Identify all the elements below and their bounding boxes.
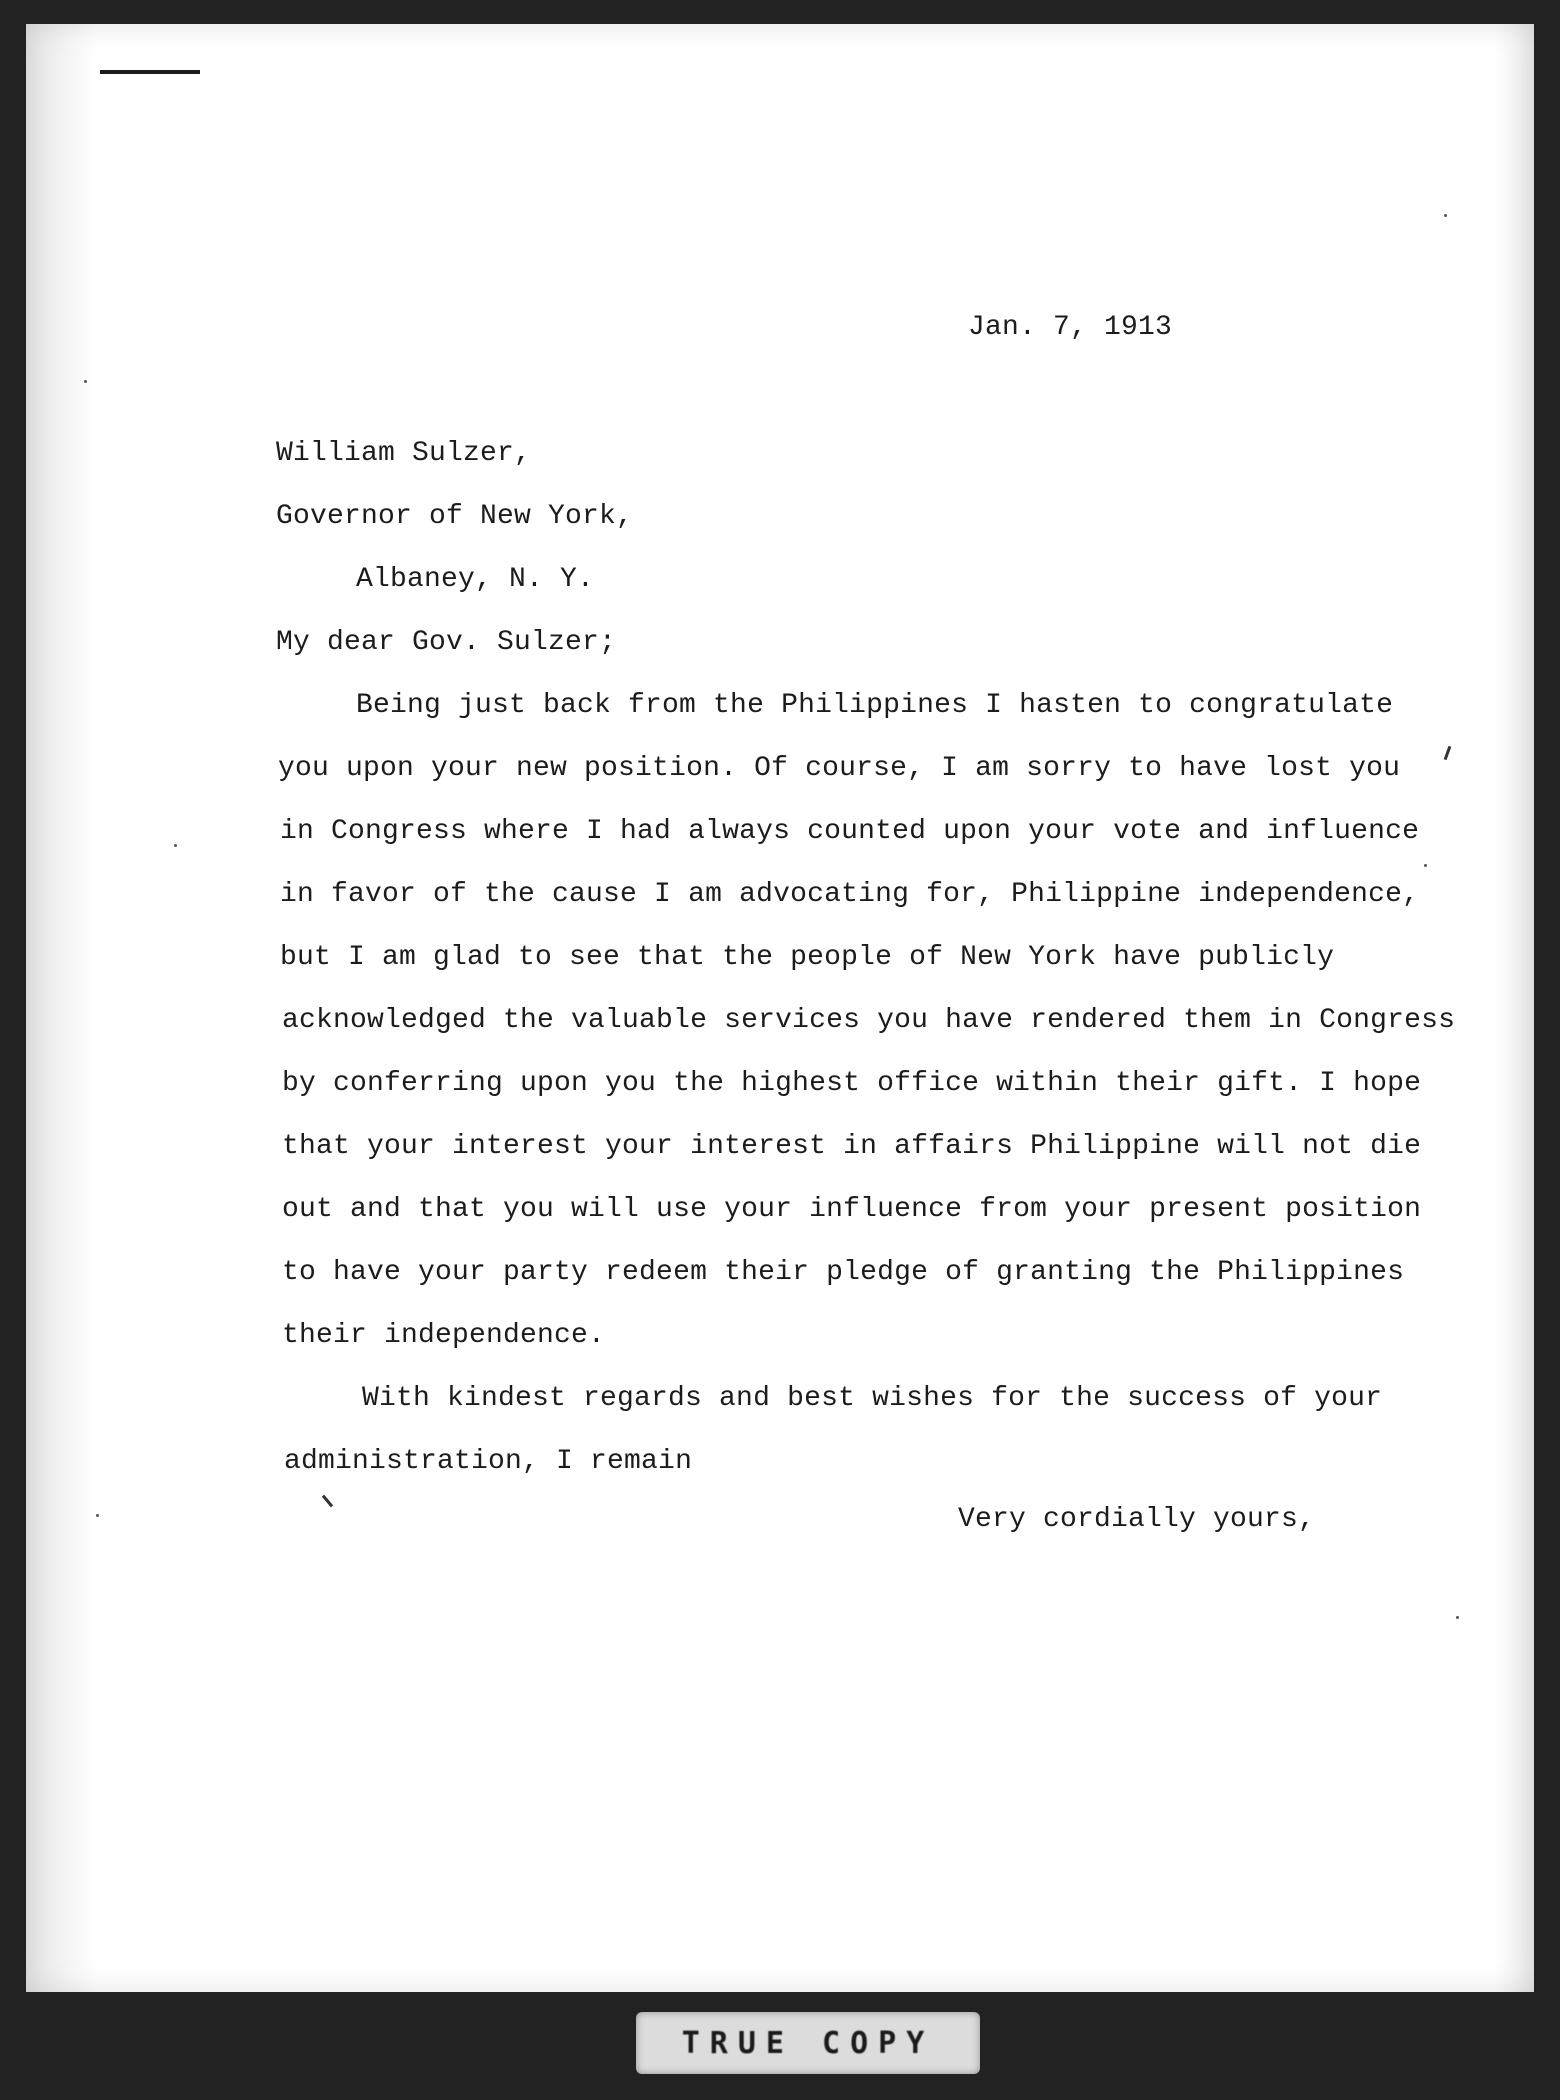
body-line: acknowledged the valuable services you have rendered them in Congress: [282, 1005, 1456, 1036]
body-line: but I am glad to see that the people of New York have publicly: [280, 942, 1335, 973]
body-line: With kindest regards and best wishes for the success of your: [362, 1383, 1383, 1414]
scan-speck: [1456, 1616, 1459, 1619]
body-line: in favor of the cause I am advocating for, Philippine independence,: [280, 879, 1420, 910]
salutation: My dear Gov. Sulzer;: [276, 627, 617, 658]
body-line: that your interest your interest in affairs Philippine will not die: [282, 1131, 1422, 1162]
recipient-city: Albaney, N. Y.: [356, 564, 595, 595]
stamp-label: TRUE COPY: [681, 2025, 935, 2061]
scan-speck: [96, 1514, 99, 1517]
body-line: by conferring upon you the highest office within their gift. I hope: [282, 1068, 1422, 1099]
scan-speck: [1424, 864, 1427, 867]
body-line: Being just back from the Philippines I hasten to congratulate: [356, 690, 1394, 721]
recipient-title: Governor of New York,: [276, 501, 634, 532]
scan-speck: [84, 380, 87, 383]
scan-speck: [174, 844, 177, 847]
body-line: out and that you will use your influence from your present position: [282, 1194, 1422, 1225]
body-line: their independence.: [282, 1320, 606, 1351]
body-line: to have your party redeem their pledge of granting the Philippines: [282, 1257, 1405, 1288]
scan-speck: [1444, 214, 1447, 217]
scan-mark: [1444, 746, 1452, 760]
closing: Very cordially yours,: [958, 1504, 1316, 1535]
true-copy-stamp: [636, 2012, 980, 2074]
scan-mark: [322, 1495, 333, 1508]
recipient-name: William Sulzer,: [276, 438, 532, 469]
letter-date: Jan. 7, 1913: [968, 312, 1173, 343]
body-line: administration, I remain: [284, 1446, 693, 1477]
letter-page: [26, 24, 1534, 1992]
body-line: in Congress where I had always counted upon your vote and influence: [280, 816, 1420, 847]
corner-rule: [100, 70, 200, 74]
body-line: you upon your new position. Of course, I am sorry to have lost you: [278, 753, 1401, 784]
